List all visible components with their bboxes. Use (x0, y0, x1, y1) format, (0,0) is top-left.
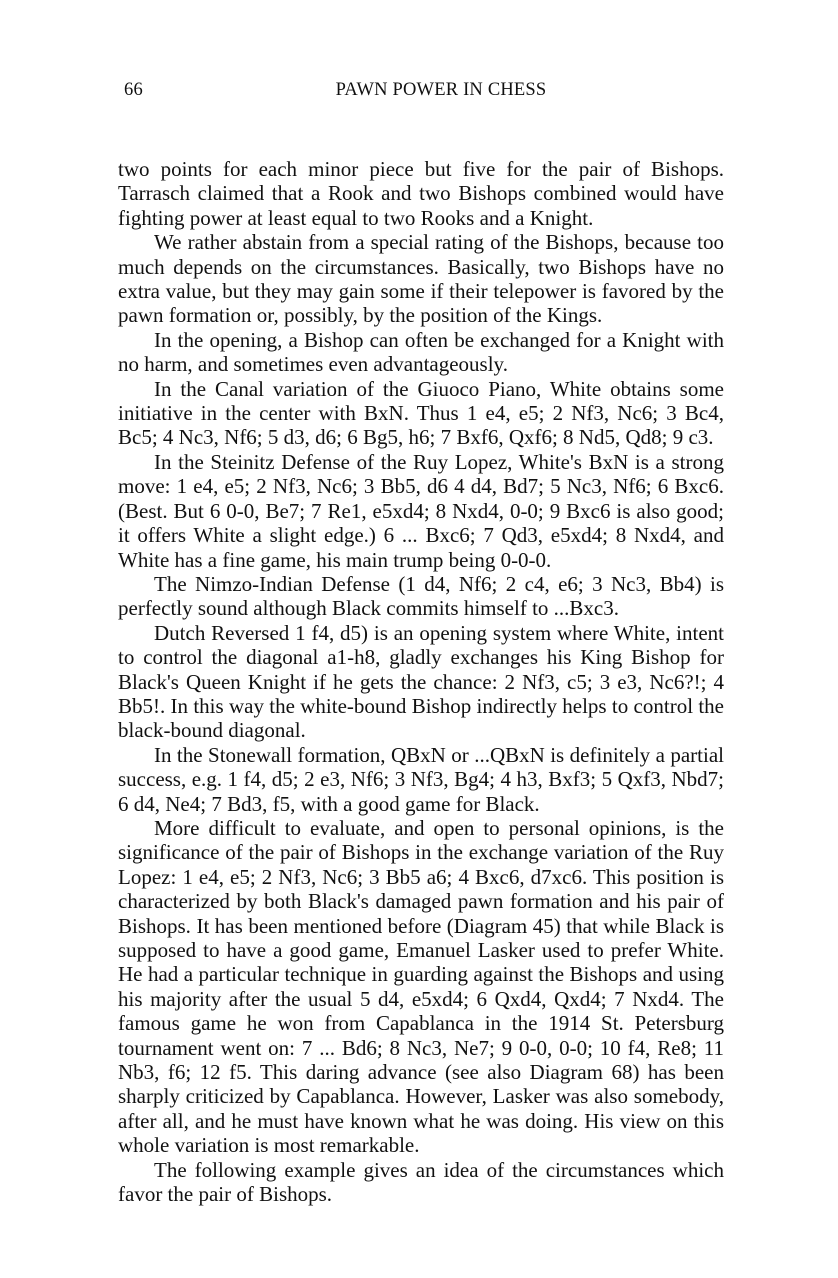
paragraph-bishops-rating: We rather abstain from a special rating of the Bishops, because too much depends on the circumstances. Basically, two Bishops have no extra value, but they may gain some if their telepower is favored by the pawn formation or, possibly, by the position of the Kings. (118, 230, 724, 328)
paragraph-ruy-lopez-exchange: More difficult to evaluate, and open to personal opinions, is the significance of the pair of Bishops in the exchange variation of the Ruy Lopez: 1 e4, e5; 2 Nf3, Nc6; 3 Bb5 a6; 4 Bxc6, d7xc6. This position is characterized by both Black's damaged pawn formation and his pair of Bishops. It has been mentioned before (Diagram 45) that while Black is supposed to have a good game, Emanuel Lasker used to prefer White. He had a particular technique in guarding against the Bishops and using his majority after the usual 5 d4, e5xd4; 6 Qxd4, Qxd4; 7 Nxd4. The famous game he won from Capablanca in the 1914 St. Petersburg tournament went on: 7 ... Bd6; 8 Nc3, Ne7; 9 0-0, 0-0; 10 f4, Re8; 11 Nb3, f6; 12 f5. This daring advance (see also Diagram 68) has been sharply criticized by Capablanca. However, Lasker was also somebody, after all, and he must have known what he was doing. His view on this whole variation is most remarkable. (118, 815, 724, 1158)
paragraph-stonewall: In the Stonewall formation, QBxN or ...QBxN is definitely a partial success, e.g. 1 f4, d5; 2 e3, Nf6; 3 Nf3, Bg4; 4 h3, Bxf3; 5 Qxf3, Nbd7; 6 d4, Ne4; 7 Bd3, f5, with a good game for Black. (118, 742, 724, 816)
paragraph-steinitz-defense: In the Steinitz Defense of the Ruy Lopez, White's BxN is a strong move: 1 e4, e5; 2 Nf3, Nc6; 3 Bb5, d6 4 d4, Bd7; 5 Nc3, Nf6; 6 Bxc6. (Best. But 6 0-0, Be7; 7 Re1, e5xd4; 8 Nxd4, 0-0; 9 Bxc6 is also good; it offers White a slight edge.) 6 ... Bxc6; 7 Qd3, e5xd4; 8 Nxd4, and White has a fine game, his main trump being 0-0-0. (118, 449, 724, 572)
body-text (118, 157, 724, 1206)
paragraph-giuoco-piano: In the Canal variation of the Giuoco Piano, White obtains some initiative in the center with BxN. Thus 1 e4, e5; 2 Nf3, Nc6; 3 Bc4, Bc5; 4 Nc3, Nf6; 5 d3, d6; 6 Bg5, h6; 7 Bxf6, Qxf6; 8 Nd5, Qd8; 9 c3. (118, 376, 724, 450)
paragraph-following-example: The following example gives an idea of the circumstances which favor the pair of Bishops. (118, 1157, 724, 1207)
paragraph-opening-exchange: In the opening, a Bishop can often be exchanged for a Knight with no harm, and sometimes even advantageously. (118, 327, 724, 377)
running-title: PAWN POWER IN CHESS (335, 80, 547, 100)
page-number: 66 (124, 80, 143, 100)
paragraph-nimzo-indian: The Nimzo-Indian Defense (1 d4, Nf6; 2 c4, e6; 3 Nc3, Bb4) is perfectly sound although Black commits himself to ...Bxc3. (118, 571, 724, 621)
page-header (118, 80, 724, 106)
paragraph-continued: two points for each minor piece but five for the pair of Bishops. Tarrasch claimed that a Rook and two Bishops combined would have fighting power at least equal to two Rooks and a Knight. (118, 157, 724, 230)
paragraph-dutch-reversed: Dutch Reversed 1 f4, d5) is an opening system where White, intent to control the diagonal a1-h8, gladly exchanges his King Bishop for Black's Queen Knight if he gets the chance: 2 Nf3, c5; 3 e3, Nc6?!; 4 Bb5!. In this way the white-bound Bishop indirectly helps to control the black-bound diagonal. (118, 620, 724, 743)
